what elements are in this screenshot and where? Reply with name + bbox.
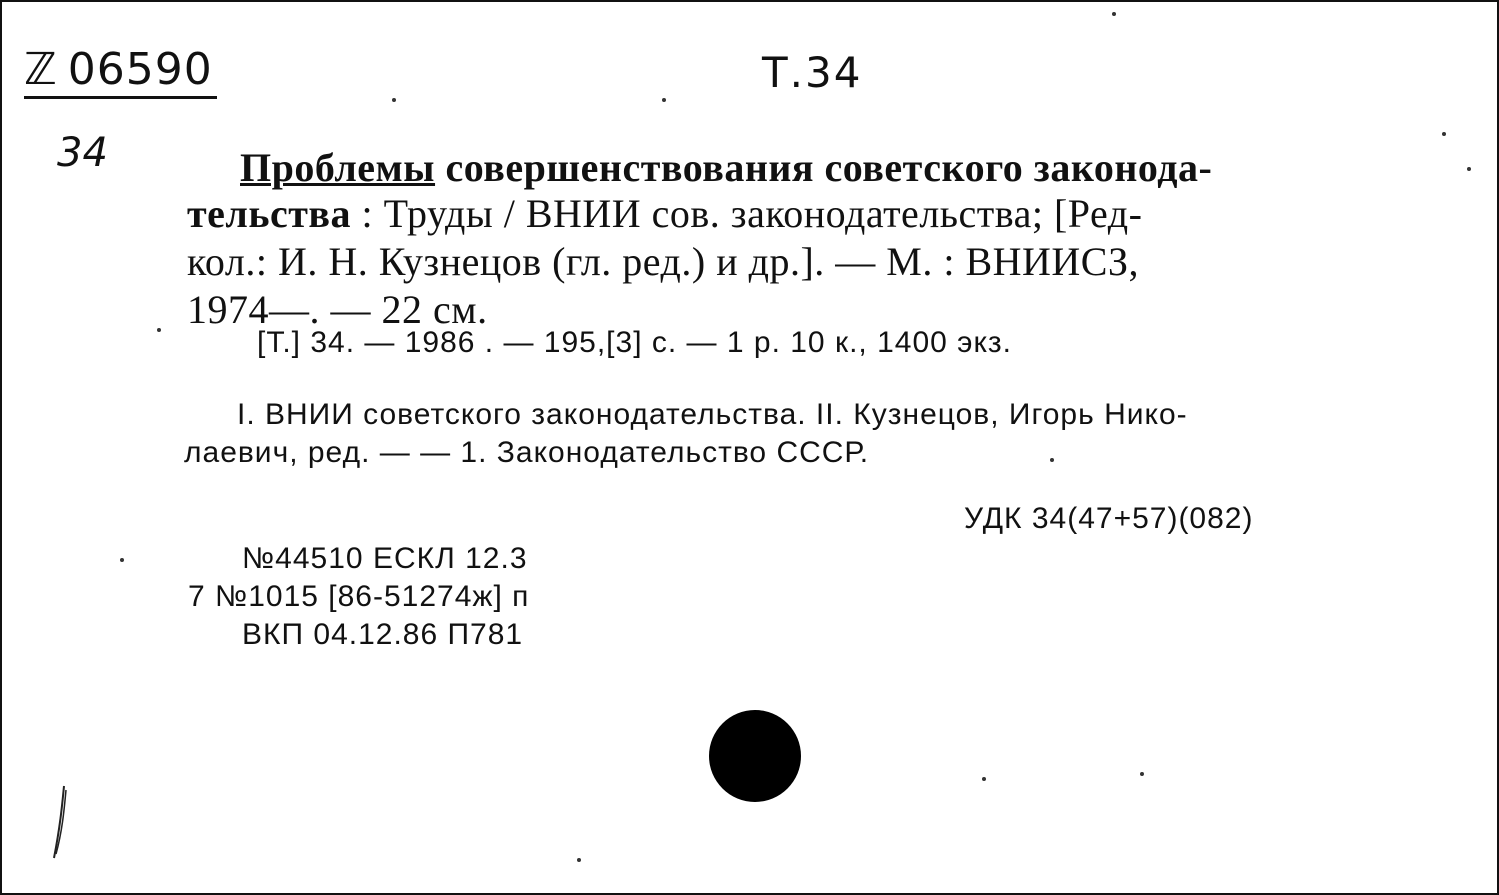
speck (157, 328, 161, 332)
speck (1140, 772, 1144, 776)
title-rest-line-1: совершенствования советского законода- (445, 145, 1213, 190)
inventory-number (24, 44, 217, 99)
udk-code: УДК 34(47+57)(082) (964, 502, 1254, 535)
speck (662, 98, 666, 102)
title-line-2-rest: : Труды / ВНИИ сов. законодательства; [Ред- (351, 191, 1143, 236)
speck (577, 858, 581, 862)
punch-hole (709, 710, 801, 802)
inventory-number-value: 06590 (67, 44, 213, 95)
inventory-prefix: ℤ (24, 44, 58, 95)
dates-size-line: 1974—. — 22 см. (187, 287, 488, 332)
speck (1467, 167, 1471, 171)
speck (120, 558, 124, 562)
code-line-2: 7 №1015 [86-51274ж] п (188, 580, 530, 613)
title-line-2-bold: тельства (187, 191, 351, 236)
responsibility-line: кол.: И. Н. Кузнецов (гл. ред.) и др.]. — М. : ВНИИСЗ, (187, 239, 1140, 284)
volume-line: [Т.] 34. — 1986 . — 195,[3] с. — 1 р. 10 к., 1400 экз. (257, 326, 1013, 359)
title-first-word: Проблемы (240, 145, 436, 190)
speck (1112, 12, 1116, 16)
title-line-2 (187, 190, 1142, 237)
code-line-1: №44510 ЕСКЛ 12.3 (242, 542, 528, 575)
speck (1442, 132, 1446, 136)
speck (1050, 458, 1054, 462)
code-line-3: ВКП 04.12.86 П781 (242, 618, 524, 651)
speck (982, 777, 986, 781)
pencil-stroke-mark (42, 782, 82, 862)
speck (392, 98, 396, 102)
tracings-line-1: I. ВНИИ советского законодательства. II. Кузнецов, Игорь Нико- (237, 398, 1188, 431)
shelf-mark: Т.34 (762, 48, 863, 97)
title-line-1 (240, 144, 1212, 191)
class-number: 34 (57, 130, 108, 176)
tracings-line-2: лаевич, ред. — — 1. Законодательство СССР. (184, 436, 870, 469)
